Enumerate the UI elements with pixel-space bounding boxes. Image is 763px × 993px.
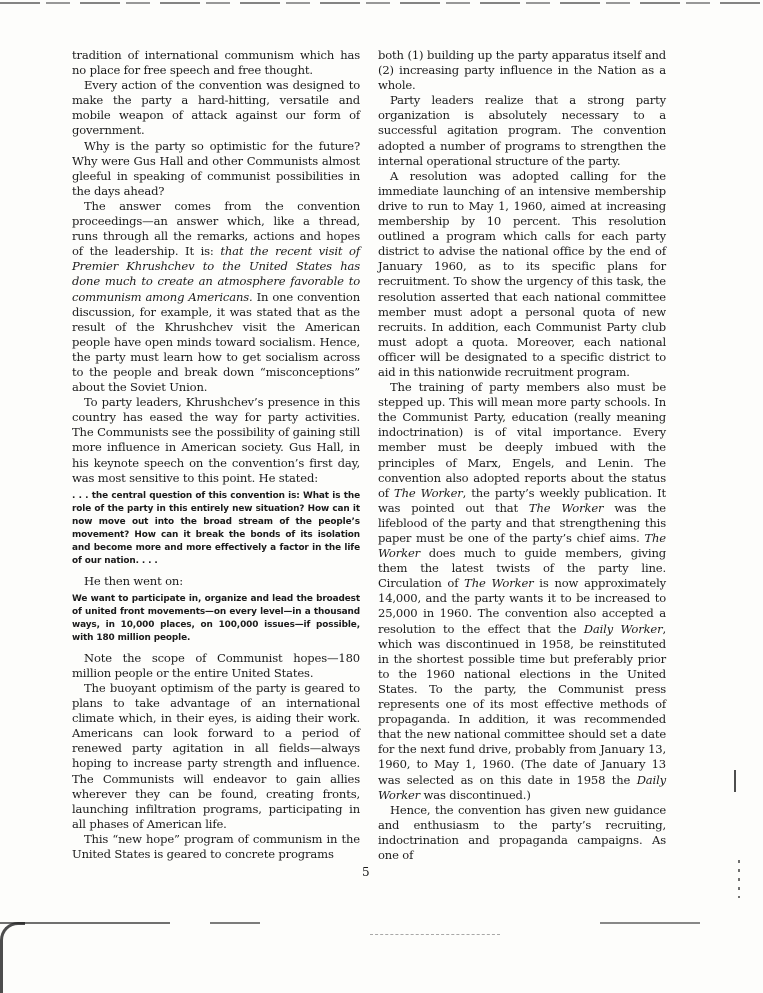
text-run: was discontinued.) bbox=[420, 787, 531, 802]
paragraph: To party leaders, Khrushchev’s presence in this country has eased the way for party activities. The Communists see the possibility of gaining still more influence in American society. Gus Hall, in his keynote speech on the convention’s first day, was most sensitive to this point. He stated: bbox=[72, 395, 360, 485]
scan-top-rule bbox=[0, 2, 763, 4]
italic-text-run: The Worker bbox=[378, 531, 666, 561]
text-run: In one convention discussion, for example, it was stated that as the result of the Khrushchev visit the American people have open minds toward socialism. Hence, the party must learn how to get socialism across to the people and break down “misconceptions” about the Soviet Union. bbox=[72, 289, 361, 395]
scan-corner-mark bbox=[0, 922, 25, 993]
left-column bbox=[72, 48, 360, 862]
scan-margin-mark bbox=[734, 770, 736, 792]
text-run: does much to guide members, giving them the latest twists of the party line. Circulation of bbox=[378, 546, 666, 591]
italic-text-run: The Worker bbox=[528, 500, 604, 515]
paragraph bbox=[72, 199, 360, 395]
page-number: 5 bbox=[362, 865, 370, 879]
paragraph: both (1) building up the party apparatus itself and (2) increasing party influence in the Nation as a whole. bbox=[378, 48, 666, 93]
paragraph: The buoyant optimism of the party is geared to plans to take advantage of an international climate which, in their eyes, is aiding their work. Americans can look forward to a period of renewed party agitation in all fields—always hoping to increase party strength and influence. The Communists will endeavor to gain allies wherever they can be found, creating fronts, launching infiltration programs, participating in all phases of American life. bbox=[72, 681, 360, 831]
paragraph: Party leaders realize that a strong party organization is absolutely necessary to a successful agitation program. The convention adopted a number of programs to strengthen the internal operational structure of the party. bbox=[378, 93, 666, 168]
text-run: was the lifeblood of the party and that strengthening this paper must be one of the party’s chief aims. bbox=[378, 500, 666, 545]
text-run: , the party’s weekly publication. It was pointed out that bbox=[378, 485, 666, 515]
block-quote: . . . the central question of this convention is: What is the role of the party in this entirely new situation? How can it now move out into the broad stream of the people’s movement? How can it break the bonds of its isolation and become more and more effectively a factor in the life of our nation. . . . bbox=[72, 490, 360, 566]
paragraph: A resolution was adopted calling for the immediate launching of an intensive membership drive to run to May 1, 1960, aimed at increasing membership by 10 percent. This resolution outlined a program which calls for each party district to advise the national office by the end of January 1960, as to its specific plans for recruitment. To show the urgency of this task, the resolution asserted that each national committee member must adopt a personal quota of new recruits. In addition, each Communist Party club must adopt a quota. Moreover, each national officer will be designated to a specific district to aid in this nationwide recruitment program. bbox=[378, 168, 666, 379]
italic-text-run: Daily Worker bbox=[583, 621, 663, 636]
paragraph: Note the scope of Communist hopes—180 million people or the entire United States. bbox=[72, 650, 360, 680]
right-column bbox=[378, 48, 666, 863]
scan-margin-dots bbox=[738, 860, 740, 898]
italic-text-run: The Worker bbox=[394, 485, 463, 500]
text-run: , which was discontinued in 1958, be reinstituted in the shortest possible time but preferably prior to the 1960 national elections in the United States. To the party, the Communist press represents one of its most effective methods of propaganda. In addition, it was recommended that the new national committee should set a date for the next fund drive, probably from January 13, 1960, to May 1, 1960. (The date of January 13 was selected as on this date in 1958 the bbox=[378, 621, 667, 787]
italic-text-run: The Worker bbox=[464, 576, 534, 591]
paragraph: tradition of international communism which has no place for free speech and free thought. bbox=[72, 48, 360, 78]
paragraph: Hence, the convention has given new guidance and enthusiasm to the party’s recruiting, indoctrination and propaganda campaigns. As one of bbox=[378, 802, 666, 862]
text-run: is now approximately 14,000, and the party wants it to be increased to 25,000 in 1960. The convention also accepted a resolution to the effect that the bbox=[378, 576, 666, 636]
text-run: The answer comes from the convention proceedings—an answer which, like a thread, runs through all the remarks, actions and hopes of the leadership. It is: bbox=[72, 198, 360, 259]
text-run: The training of party members also must be stepped up. This will mean more party schools. In the Communist Party, education (really meaning indoctrination) is of vital importance. Every member must be deeply imbued with the principles of Marx, Engels, and Lenin. The convention also adopted reports about the status of bbox=[378, 380, 666, 500]
paragraph: He then went on: bbox=[84, 573, 183, 588]
scan-handwriting-mark bbox=[370, 924, 500, 935]
paragraph: Every action of the convention was designed to make the party a hard-hitting, versatile and mobile weapon of attack against our form of government. bbox=[72, 78, 360, 138]
italic-text-run: Daily Worker bbox=[378, 772, 666, 802]
block-quote: We want to participate in, organize and lead the broadest of united front movements—on every level—in a thousand ways, in 10,000 places, on 100,000 issues—if possible, with 180 million people. bbox=[72, 593, 360, 643]
paragraph bbox=[378, 380, 666, 803]
italic-text-run: that the recent visit of Premier Khrushchev to the United States has done much to create an atmosphere favorable to communism among Americans. bbox=[72, 244, 360, 304]
paragraph: This “new hope” program of communism in the United States is geared to concrete programs bbox=[72, 831, 360, 862]
paragraph: Why is the party so optimistic for the future? Why were Gus Hall and other Communists almost gleeful in speaking of communist possibilities in the days ahead? bbox=[72, 138, 360, 198]
